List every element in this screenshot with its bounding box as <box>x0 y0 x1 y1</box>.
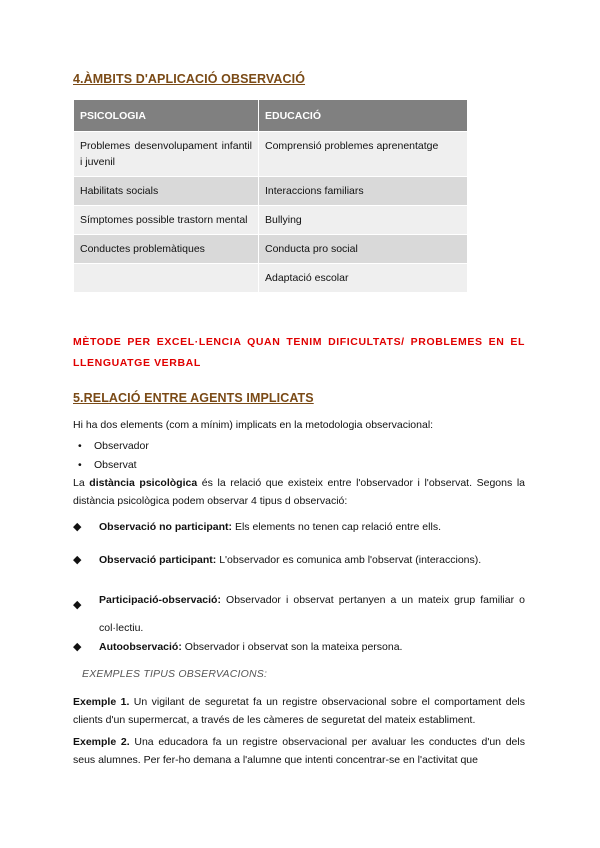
exemple-label: Exemple 1. <box>73 696 130 708</box>
section-5-heading: 5.RELACIÓ ENTRE AGENTS IMPLICATS <box>73 391 314 405</box>
bullet-icon: • <box>78 459 82 471</box>
table-cell: Bullying <box>259 206 468 235</box>
table-cell: Comprensió problemes aprenentatge <box>259 132 468 177</box>
table-cell: Problemes desenvolupament infantil i juvenil <box>74 132 259 177</box>
table-header-row <box>74 100 468 132</box>
distancia-rest: és la relació que existeix entre l'observador i l'observat. Segons la distància psicològica podem observar 4 tipus d observació: <box>73 477 525 507</box>
exemple-paragraph <box>73 693 525 729</box>
table-header-educacio: EDUCACIÓ <box>259 100 468 132</box>
tipus-item <box>73 638 525 656</box>
distancia-paragraph <box>73 474 525 510</box>
table-row <box>74 235 468 264</box>
distancia-term: distància psicològica <box>89 477 198 489</box>
section-4-heading: 4.ÀMBITS D'APLICACIÓ OBSERVACIÓ <box>73 72 306 86</box>
list-item-text: Observat <box>94 459 137 471</box>
diamond-bullet-icon: ◆ <box>73 554 82 566</box>
table-row <box>74 264 468 293</box>
exemple-text: Una educadora fa un registre observacional per avaluar les conductes d'un dels seus alumnes. Per fer-ho demana a l'alumne que intenti concentrar-se en l'activitat que <box>73 736 525 766</box>
table-cell: Conducta pro social <box>259 235 468 264</box>
ambits-table <box>73 99 468 293</box>
distancia-lead: La <box>73 477 90 489</box>
tipus-item <box>73 518 525 536</box>
table-cell: Habilitats socials <box>74 177 259 206</box>
intro-paragraph: Hi ha dos elements (com a mínim) implicats en la metodologia observacional: <box>73 419 434 431</box>
diamond-bullet-icon: ◆ <box>73 521 82 533</box>
tipus-item <box>73 586 525 642</box>
exemples-title: EXEMPLES TIPUS OBSERVACIONS: <box>82 668 268 680</box>
tipus-term: Participació-observació: <box>99 594 221 606</box>
tipus-desc: Els elements no tenen cap relació entre ells. <box>232 521 441 533</box>
tipus-desc: Observador i observat pertanyen a un mateix grup familiar o col·lectiu. <box>99 594 525 634</box>
exemple-label: Exemple 2. <box>73 736 130 748</box>
tipus-item <box>73 551 525 569</box>
list-item <box>78 437 149 456</box>
diamond-bullet-icon: ◆ <box>73 641 82 653</box>
list-item-text: Observador <box>94 440 149 452</box>
tipus-term: Autoobservació: <box>99 641 182 653</box>
table-row <box>74 132 468 177</box>
table-cell: Conductes problemàtiques <box>74 235 259 264</box>
table-row <box>74 177 468 206</box>
table-row <box>74 206 468 235</box>
red-note: MÈTODE PER EXCEL·LENCIA QUAN TENIM DIFICULTATS/ PROBLEMES EN EL LLENGUATGE VERBAL <box>73 336 525 369</box>
bullet-icon: • <box>78 440 82 452</box>
tipus-desc: Observador i observat son la mateixa persona. <box>181 641 403 653</box>
diamond-bullet-icon: ◆ <box>73 599 82 611</box>
exemple-paragraph <box>73 733 525 769</box>
elements-list <box>78 437 149 475</box>
tipus-term: Observació participant: <box>99 554 217 566</box>
table-header-psicologia: PSICOLOGIA <box>74 100 259 132</box>
tipus-desc: L'observador es comunica amb l'observat (interaccions). <box>216 554 482 566</box>
table-cell: Adaptació escolar <box>259 264 468 293</box>
exemple-text: Un vigilant de seguretat fa un registre observacional sobre el comportament dels clients d'un supermercat, a través de les càmeres de seguretat del mateix establiment. <box>73 696 525 726</box>
table-cell: Símptomes possible trastorn mental <box>74 206 259 235</box>
table-cell <box>74 264 259 293</box>
list-item <box>78 456 149 475</box>
tipus-term: Observació no participant: <box>99 521 233 533</box>
table-cell: Interaccions familiars <box>259 177 468 206</box>
